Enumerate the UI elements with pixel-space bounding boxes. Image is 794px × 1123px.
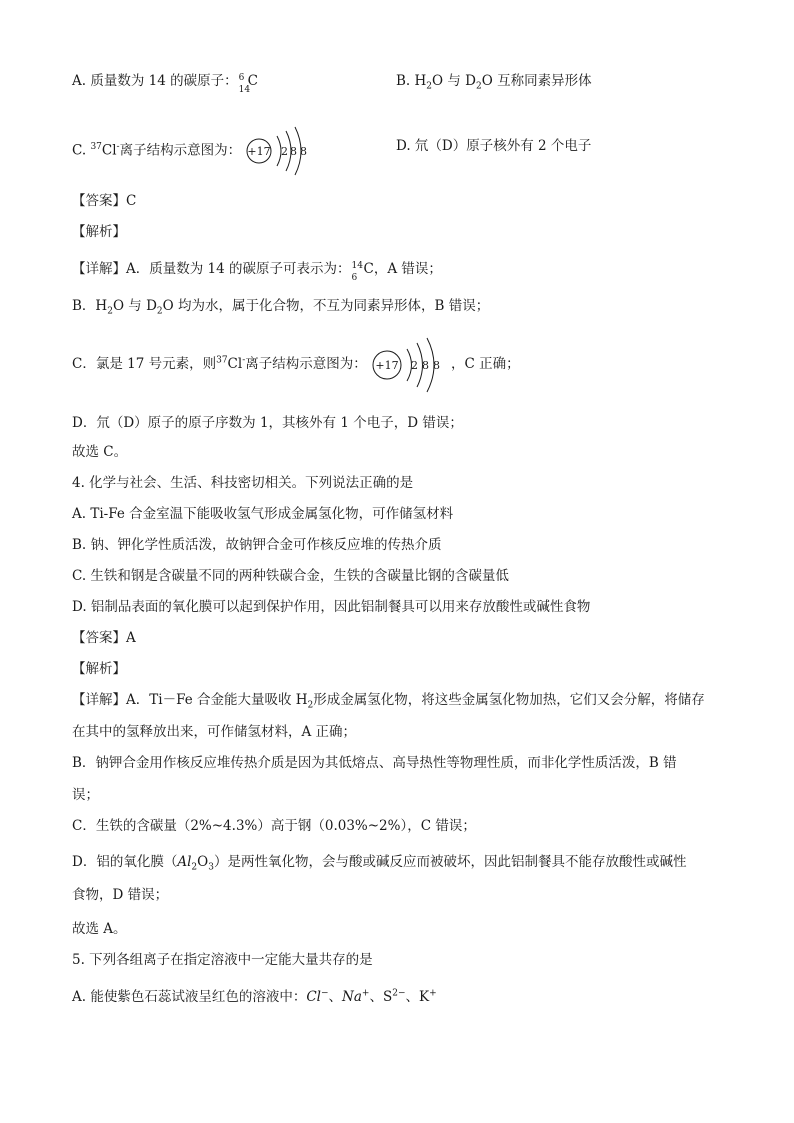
- shell-electrons-2: 8: [422, 358, 430, 372]
- shell-electrons-2: 8: [290, 145, 298, 158]
- ion-structure-diagram-2: [371, 337, 451, 393]
- q4-conclusion: 故选 A。: [72, 921, 127, 937]
- q4-analysis-heading: 【解析】: [72, 661, 126, 677]
- q3-explanation-c: C．氯是 17 号元素，则$^{37}$Cl-离子结构示意图为： +17 2 8 8 ，C 正确；: [72, 336, 520, 392]
- q3-option-b: B. $H_2O$ 与 $D_2O$ 互称同素异形体: [396, 73, 592, 92]
- q4-option-c: C. 生铁和钢是含碳量不同的两种铁碳合金，生铁的含碳量比钢的含碳量低: [72, 568, 509, 584]
- q4-explanation-b-line1: B．钠钾合金用作核反应堆传热介质是因为其低熔点、高导热性等物理性质，而非化学性质活泼，B 错: [72, 755, 677, 771]
- q3-answer: 【答案】C: [72, 193, 137, 209]
- q4-explanation-b-line2: 误；: [72, 787, 99, 803]
- shell-electrons-3: 8: [300, 145, 308, 158]
- q3-explanation-b: B．$H_2O$ 与 $D_2O$ 均为水，属于化合物，不互为同素异形体，B 错误；: [72, 298, 490, 317]
- q3-conclusion: 故选 C。: [72, 444, 128, 460]
- q3-option-a: A. 质量数为 14 的碳原子： 6 14 C: [72, 72, 258, 95]
- q4-explanation-c: C．生铁的含碳量（2%~4.3%）高于钢（0.03%~2%），C 错误；: [72, 818, 476, 834]
- q3-option-d: D. 氘（D）原子核外有 2 个电子: [396, 138, 592, 154]
- q4-option-a: A. Ti-Fe 合金室温下能吸收氢气形成金属氢化物，可作储氢材料: [72, 506, 454, 522]
- q4-explanation-d-line2: 食物，D 错误；: [72, 887, 169, 903]
- shell-electrons-1: 2: [411, 358, 419, 372]
- q4-explanation-d-line1: D．铝的氧化膜$(Al_2O_3)$是两性氧化物，会与酸或碱反应而被破坏，因此铝制餐具不能存放酸性或碱性: [72, 854, 687, 873]
- shell-electrons-3: 8: [433, 358, 441, 372]
- q4-answer: 【答案】A: [72, 630, 136, 646]
- q3-analysis-heading: 【解析】: [72, 224, 126, 240]
- q3-option-a-text: A. 质量数为 14 的碳原子：: [72, 73, 238, 89]
- shell-electrons-1: 2: [281, 145, 289, 158]
- q4-option-b: B. 钠、钾化学性质活泼，故钠钾合金可作核反应堆的传热介质: [72, 537, 442, 553]
- q4-option-d: D. 铝制品表面的氧化膜可以起到保护作用，因此铝制餐具可以用来存放酸性或碱性食物: [72, 599, 591, 615]
- q5-stem: 5. 下列各组离子在指定溶液中一定能大量共存的是: [72, 952, 373, 968]
- q5-option-a: A. 能使紫色石蕊试液呈红色的溶液中：Cl−、Na+、$S^{2-}$、K+: [72, 988, 437, 1005]
- q3-explanation-d: D．氘（D）原子的原子序数为 1，其核外有 1 个电子，D 错误；: [72, 415, 463, 431]
- q4-explanation-a-line2: 在其中的氢释放出来，可作储氢材料，A 正确；: [72, 724, 357, 740]
- q4-stem: 4. 化学与社会、生活、科技密切相关。下列说法正确的是: [72, 475, 414, 491]
- nuclide-notation: 6 14: [238, 72, 251, 95]
- q4-explanation-a-line1: 【详解】A．Ti－Fe 合金能大量吸收 $H_2$形成金属氢化物，将这些金属氢化物加热，它们又会分解，将储存: [72, 692, 705, 711]
- q3-explanation-a: 【详解】A．质量数为 14 的碳原子可表示为： 14 6 C，A 错误；: [72, 260, 442, 283]
- nuclide-notation: 14 6: [351, 260, 363, 283]
- q3-option-c: C. $^{37}$Cl-离子结构示意图为： +17 2 8 8: [72, 126, 317, 166]
- nucleus-charge: +17: [247, 145, 271, 158]
- nucleus-charge: +17: [375, 358, 399, 372]
- ion-structure-diagram: [245, 126, 317, 176]
